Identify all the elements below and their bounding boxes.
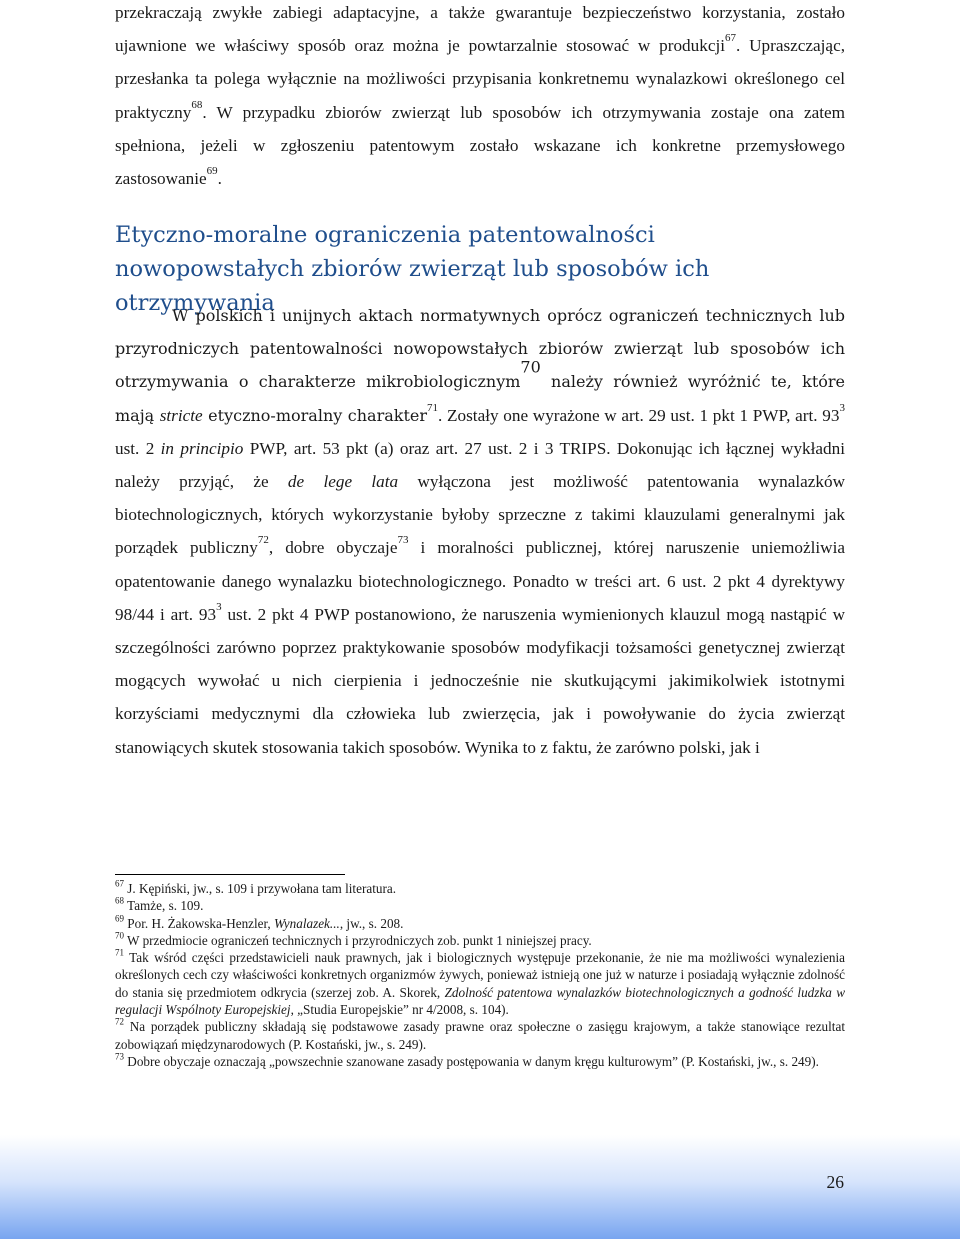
footnote-71 bbox=[115, 949, 845, 1018]
paragraph-intro bbox=[115, 0, 845, 195]
italic-term: stricte bbox=[159, 405, 203, 425]
footnote-text: Tamże, s. 109. bbox=[124, 898, 204, 914]
text-run: etyczno-moralny charakter bbox=[202, 405, 428, 425]
superscript-article-index: 3 bbox=[216, 600, 222, 613]
text-run: ust. 2 pkt 4 PWP postanowiono, że naruszenia wymienionych klauzul mogą nastąpić w szczególności zarówno poprzez praktykowanie sposobów modyfikacji tożsamości genetycznej zwierząt mogących wywołać u nich cierpienia i jednocześnie nie skutkującymi jakimikolwiek istotnymi korzyściami medycznymi dla człowieka lub zwierzęcia, jak i powoływanie do życia zwierząt stanowiących skutek stosowania takich sposobów. Wynika to z faktu, że zarówno polski, jak i bbox=[115, 604, 845, 757]
footnote-title: Wynalazek... bbox=[274, 915, 340, 931]
footnote-68 bbox=[115, 897, 845, 914]
footnote-number: 73 bbox=[115, 1051, 124, 1062]
footnote-ref-71[interactable]: 71 bbox=[427, 401, 439, 414]
footnote-70 bbox=[115, 932, 845, 949]
footnote-ref-67[interactable]: 67 bbox=[725, 32, 737, 45]
text-run: należy również wyróżnić te, które mają bbox=[115, 372, 845, 425]
footnote-number: 71 bbox=[115, 947, 124, 958]
superscript-article-index: 3 bbox=[839, 401, 845, 414]
text-run: . Zostały one wyrażone w art. 29 ust. 1 pkt 1 PWP, art. 93 bbox=[438, 405, 840, 425]
footnote-text: W przedmiocie ograniczeń technicznych i przyrodniczych zob. punkt 1 niniejszej pracy. bbox=[124, 932, 592, 948]
footnote-ref-69[interactable]: 69 bbox=[206, 165, 218, 178]
text-run: . Upraszczając, przesłanka ta polega wyłącznie na możliwości przypisania konkretnemu wynalazkowi określonego cel praktyczny bbox=[115, 36, 845, 122]
footnote-separator bbox=[115, 874, 345, 875]
paragraph-main bbox=[115, 299, 845, 764]
footnote-number: 67 bbox=[115, 878, 124, 889]
footnotes bbox=[115, 880, 845, 1070]
text-run: . W przypadku zbiorów zwierząt lub sposobów ich otrzymywania zostaje ona zatem spełniona, jeżeli w zgłoszeniu patentowym zostało wskazane ich konkretne przemysłowego zastosowanie bbox=[115, 102, 845, 189]
footnote-72 bbox=[115, 1018, 845, 1053]
footnote-ref-70[interactable]: 70 bbox=[520, 358, 541, 378]
footnote-ref-72[interactable]: 72 bbox=[257, 534, 269, 547]
text-run: i moralności publicznej, której naruszenie uniemożliwia opatentowanie danego wynalazku biotechnologicznego. Ponadto w treści art. 6 ust. 2 pkt 4 dyrektywy 98/44 i art. 93 bbox=[115, 538, 845, 624]
page-number: 26 bbox=[826, 1172, 844, 1192]
footnote-text: Por. H. Żakowska-Henzler, bbox=[124, 915, 274, 931]
text-run: ust. 2 bbox=[115, 438, 161, 458]
footnote-number: 72 bbox=[115, 1017, 124, 1028]
section-heading: Etyczno-moralne ograniczenia patentowalności nowopowstałych zbiorów zwierząt lub sposobów ich otrzymywania bbox=[115, 222, 710, 316]
text-run: wyłączona jest możliwość patentowania wynalazków biotechnologicznych, których wykorzystanie byłoby sprzeczne z takimi klauzulami generalnymi jak porządek publiczny bbox=[115, 472, 845, 558]
footnote-69 bbox=[115, 915, 845, 932]
footnote-text: Tak wśród części przedstawicieli nauk prawnych, jak i biologicznych występuje przekonanie, że nie ma możliwości wynalezienia określonych cech czy właściwości konkretnych organizmów żywych, ponieważ istnieją one już w naturze i posiadają wyłącznie zdolność do stania się przedmiotem odkrycia (szerzej zob. A. Skorek, bbox=[115, 950, 845, 1000]
footnote-67 bbox=[115, 880, 845, 897]
footnote-text: J. Kępiński, jw., s. 109 i przywołana tam literatura. bbox=[124, 881, 396, 896]
text-run: , dobre obyczaje bbox=[268, 538, 398, 558]
footnote-number: 68 bbox=[115, 896, 124, 906]
footnote-title: Zdolność patentowa wynalazków biotechnologicznych a godność ludzka w regulacji Wspólnoty Europejskiej bbox=[115, 984, 845, 1018]
italic-term: de lege lata bbox=[287, 472, 399, 492]
text-run: przekraczają zwykłe zabiegi adaptacyjne, a także gwarantuje bezpieczeństwo korzystania, zostało ujawnione we właściwy sposób oraz można je powtarzalnie stosować w produkcji bbox=[115, 3, 845, 56]
text-run: PWP, art. 53 pkt (a) oraz art. 27 ust. 2 i 3 TRIPS. Dokonując ich łącznej wykładni należy przyjąć, że bbox=[115, 438, 845, 492]
footnote-ref-68[interactable]: 68 bbox=[191, 98, 203, 111]
footnote-number: 69 bbox=[115, 913, 124, 924]
footer-gradient-band bbox=[0, 1135, 960, 1239]
footnote-73 bbox=[115, 1053, 845, 1070]
text-run: W polskich i unijnych aktach normatywnych oprócz ograniczeń technicznych lub przyrodniczych patentowalności nowopowstałych zbiorów zwierząt lub sposobów ich otrzymywania o charakterze mikrobiologicznym bbox=[115, 306, 845, 392]
text-run: . bbox=[217, 169, 222, 189]
footnote-text: , jw., s. 208. bbox=[339, 915, 404, 931]
footnote-text: Dobre obyczaje oznaczają „powszechnie szanowane zasady postępowania w danym kręgu kulturowym” (P. Kostański, jw., s. 249). bbox=[124, 1053, 819, 1069]
footnote-ref-73[interactable]: 73 bbox=[397, 534, 409, 547]
footnote-text: Na porządek publiczny składają się podstawowe zasady prawne oraz społeczne o zasięgu krajowym, a także stanowiące rezultat zobowiązań międzynarodowych (P. Kostański, jw., s. 249). bbox=[115, 1019, 845, 1052]
italic-term: in principio bbox=[160, 438, 244, 458]
footnote-text: , „Studia Europejskie” nr 4/2008, s. 104). bbox=[290, 1002, 509, 1018]
footnote-number: 70 bbox=[115, 930, 124, 941]
